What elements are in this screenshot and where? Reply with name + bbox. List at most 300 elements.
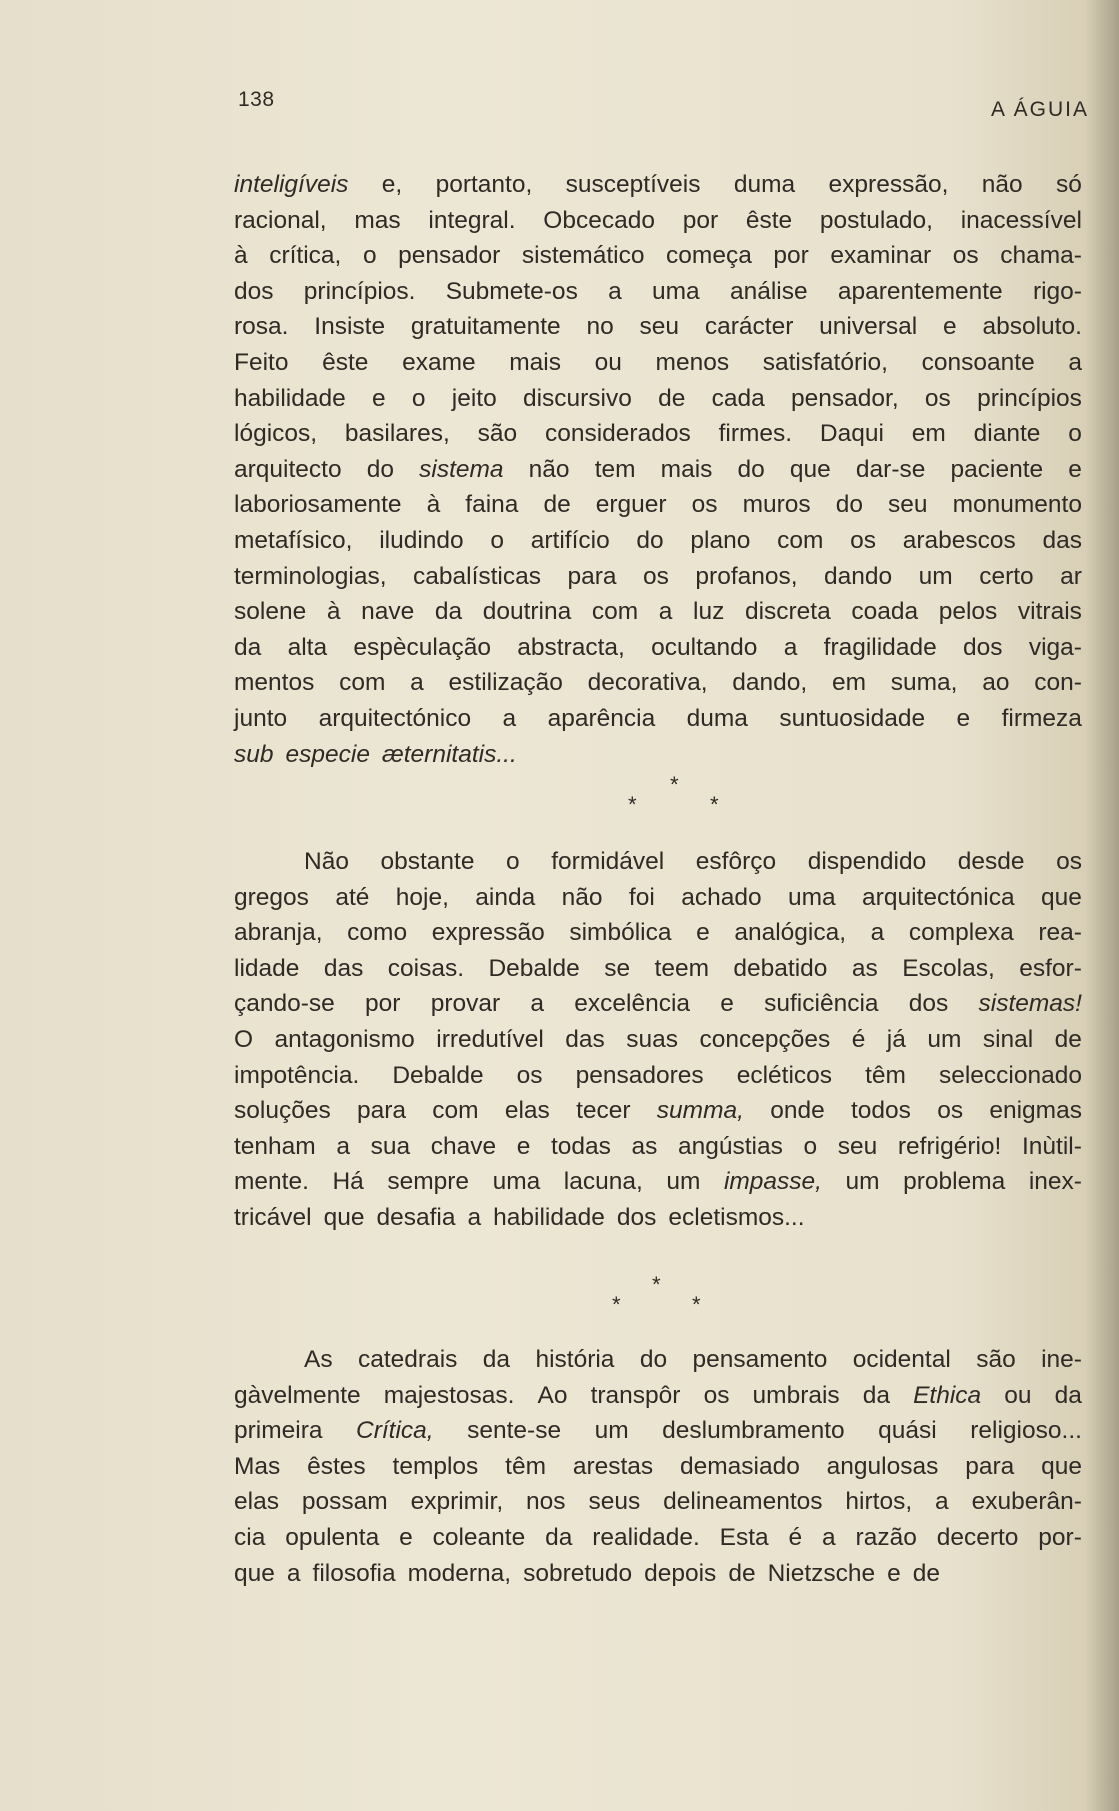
word: êste [322,348,369,376]
word: impasse, [723,1168,822,1196]
page-number: 138 [238,88,275,111]
word: exame [402,348,476,376]
word: cia [234,1523,266,1551]
word: discreta [744,598,831,626]
word: têm [865,1061,906,1089]
word: Obcecado [543,206,655,234]
word: sistemas! [978,990,1082,1018]
text-line [234,1129,1082,1165]
word: rosa. [234,313,289,341]
word: à [326,598,341,626]
word: que [234,1559,275,1587]
word: e [720,990,734,1018]
word: mais [660,455,713,483]
word: æternitatis... [381,740,517,768]
word: Daqui [819,420,884,448]
word: iludindo [379,526,464,554]
word: pensadores [575,1061,704,1089]
word: dar-se [855,455,926,483]
word: obstante [380,848,475,875]
word: soluções [234,1097,331,1125]
word: de [728,1559,756,1587]
word: por- [1038,1523,1082,1551]
word: basilares, [344,420,450,448]
word: das [1042,526,1082,554]
text-line [234,523,1082,559]
word: para [567,562,617,590]
text-line [234,701,1082,737]
word: dando [824,562,893,590]
word: são [976,1346,1016,1373]
word: umbrais [752,1381,840,1409]
word: seu [888,491,928,519]
word: Esta [719,1523,769,1551]
word: seu [639,313,680,341]
word: habilidade [493,1203,605,1231]
word: decerto [936,1523,1019,1551]
text-line [234,274,1082,310]
word: arabescos [902,526,1016,554]
word: discursivo [522,384,632,412]
word: no [586,313,614,341]
text-line [234,1413,1082,1449]
word: tecer [576,1097,631,1125]
text-line [234,880,1082,916]
word: analógica, [734,919,847,947]
word: Crítica, [356,1417,434,1445]
word: dos [234,277,274,305]
running-title: A ÁGUIA [990,98,1089,121]
word: ar [1060,562,1082,590]
word: com [591,598,639,626]
text-line [234,1022,1082,1058]
word: Não [304,848,349,875]
word: Ethica [913,1381,982,1409]
word: absoluto. [982,313,1082,341]
word: fragilidade [823,633,937,661]
word: desafia [376,1203,456,1231]
word: de [912,1559,941,1587]
word: êste [745,206,793,234]
word: êstes [307,1452,366,1480]
word: sistema [419,455,504,483]
word: arquitectónica [862,883,1015,911]
word: tem [594,455,636,483]
word: esfor- [1019,954,1082,982]
divider-star: * [628,792,637,817]
word: suma, [890,669,958,697]
text-line [234,1342,1082,1378]
word: elas [234,1488,279,1516]
word: luz [693,598,725,626]
word: desde [957,848,1025,875]
text-line [234,381,1082,417]
word: uma [787,883,836,911]
word: começa [666,242,752,270]
word: depois [644,1559,717,1587]
word: uma [492,1168,541,1196]
word: seus [588,1488,641,1516]
word: a [336,1132,350,1160]
word: que [323,1203,365,1231]
word: transpôr [590,1381,681,1409]
word: primeira [234,1417,323,1445]
word: expressão, [828,171,949,198]
text-line [234,345,1082,381]
word: diante [973,420,1041,448]
divider-star: * [692,1292,701,1317]
word: para [965,1452,1015,1480]
word: tricável [234,1203,312,1231]
word: o [490,526,505,554]
word: de [658,384,686,412]
word: por [682,206,719,234]
word: nave [361,598,415,626]
word: hoje, [395,883,449,911]
word: debatido [733,954,828,982]
word: suntuosidade [779,704,926,732]
text-line [234,630,1082,666]
word: angústias [678,1132,783,1160]
word: e [956,704,971,732]
word: teem [654,954,709,982]
word: espèculação [353,633,491,661]
word: Ao [537,1381,568,1409]
word: irredutível [436,1025,544,1053]
word: dos [963,633,1003,661]
word: gregos [234,883,309,911]
word: universal [819,313,918,341]
word: só [1056,171,1082,198]
word: ecletismos... [668,1203,805,1231]
word: das [323,954,364,982]
word: Insiste [314,313,386,341]
word: especie [285,740,370,768]
word: realidade. [592,1523,700,1551]
word: jeito [451,384,497,412]
paragraph-2 [234,844,1082,1236]
word: têm [505,1452,546,1480]
word: firmes. [718,420,793,448]
word: examinar [830,242,932,270]
text-line [234,665,1082,701]
word: expressão [431,919,545,947]
divider-star: * [612,1292,621,1317]
word: Escolas, [902,954,995,982]
word: sobretudo [523,1559,633,1587]
word: a [935,1488,949,1516]
paragraph-1 [234,167,1082,772]
word: habilidade [234,384,346,412]
text-line [234,1484,1082,1520]
word: moderna, [407,1559,512,1587]
word: carácter [704,313,794,341]
divider-star: * [652,1272,661,1297]
word: lacuna, [563,1168,643,1196]
word: viga- [1028,633,1082,661]
word: inacessível [960,206,1082,234]
word: os [1056,848,1082,875]
word: princípios. [303,277,416,305]
word: os [643,562,669,590]
word: arquitectónico [318,704,472,732]
word: duma [733,171,796,198]
word: integral. [428,206,516,234]
text-line [234,1520,1082,1556]
text-line [234,309,1082,345]
word: susceptíveis [565,171,701,198]
word: todas [550,1132,611,1160]
word: princípios [977,384,1082,412]
word: sempre [387,1168,470,1196]
word: vitrais [1017,598,1082,626]
word: um [927,1025,962,1053]
word: por [773,242,809,270]
word: majestosas. [383,1381,515,1409]
word: refrigério! [897,1132,1002,1160]
word: ocidental [852,1346,951,1373]
word: chave [430,1132,497,1160]
word: seu [837,1132,878,1160]
word: todos [850,1097,911,1125]
word: dispendido [807,848,927,875]
word: abstracta, [517,633,625,661]
word: sente-se [467,1417,562,1445]
word: é [851,1025,866,1053]
word: da [234,633,262,661]
word: com [432,1097,479,1125]
text-line [234,559,1082,595]
word: inex- [1028,1168,1082,1196]
section-divider [0,772,1119,817]
word: e [696,919,710,947]
word: da [482,1346,511,1373]
word: o [506,848,520,875]
word: os [703,1381,730,1409]
word: que [1041,1452,1082,1480]
paragraph-3 [234,1342,1082,1591]
word: pensador [398,242,501,270]
word: um [845,1168,880,1196]
word: os [924,384,951,412]
text-line [234,951,1082,987]
word: a [783,633,798,661]
text-line [234,1200,1082,1236]
word: para [356,1097,407,1125]
word: nos [526,1488,566,1516]
word: e [399,1523,413,1551]
word: monumento [952,491,1082,519]
word: deslumbramento [662,1417,845,1445]
word: Debalde [392,1061,484,1089]
word: lógicos, [234,420,318,448]
word: é [788,1523,803,1551]
word: estilização [448,669,563,697]
word: religioso... [970,1417,1082,1445]
word: menos [655,348,730,376]
word: duma [686,704,748,732]
word: arquitecto [234,455,342,483]
word: achado [681,883,762,911]
word: junto [234,704,288,732]
word: à [426,491,441,519]
word: e [1068,455,1082,483]
word: elas [504,1097,550,1125]
word: sistemático [521,242,645,270]
word: os [937,1097,964,1125]
word: dando, [732,669,808,697]
word: mentos [234,669,315,697]
word: das [565,1025,605,1053]
page-header [238,88,1089,128]
word: postulado, [819,206,933,234]
word: de [1054,1025,1082,1053]
word: o [362,242,377,270]
word: a [530,990,545,1018]
word: que [1040,883,1082,911]
word: opulenta [285,1523,380,1551]
word: inteligíveis [234,171,349,198]
word: crítica, [269,242,342,270]
word: exuberân- [971,1488,1082,1516]
word: Há [332,1168,364,1196]
word: cada [711,384,765,412]
word: até [335,883,370,911]
word: concepções [699,1025,831,1053]
divider-star: * [670,772,679,797]
word: o [411,384,426,412]
word: que [789,455,831,483]
section-divider [0,1272,1119,1317]
word: certo [979,562,1034,590]
word: coada [851,598,919,626]
word: simbólica [569,919,672,947]
text-line [234,167,1082,203]
text-line [234,737,1082,773]
word: lidade [234,954,300,982]
word: tenham [234,1132,316,1160]
word: Feito [234,348,289,376]
word: esfôrço [695,848,777,875]
word: e [516,1132,531,1160]
word: razão [855,1523,917,1551]
word: mais [509,348,561,376]
word: artifício [530,526,610,554]
word: a [286,1559,301,1587]
word: da [1054,1381,1082,1409]
word: rea- [1038,919,1082,947]
word: terminologias, [234,562,387,590]
word: plano [690,526,751,554]
word: coleante [432,1523,526,1551]
word: da [545,1523,573,1551]
word: onde [770,1097,825,1125]
text-line [234,844,1082,880]
word: complexa [908,919,1014,947]
word: filosofia [312,1559,396,1587]
word: consoante [921,348,1035,376]
word: e, [381,171,403,198]
word: uma [652,277,700,305]
word: firmeza [1001,704,1082,732]
word: como [347,919,408,947]
word: ecléticos [736,1061,833,1089]
word: metafísico, [234,526,353,554]
word: as [631,1132,658,1160]
word: foi [628,883,655,911]
text-line [234,1556,1082,1592]
word: excelência [574,990,691,1018]
word: do [639,1346,668,1373]
word: não [528,455,570,483]
text-line [234,487,1082,523]
text-line [234,986,1082,1022]
word: mas [354,206,401,234]
word: em [831,669,867,697]
word: a [1068,348,1082,376]
word: da [434,598,463,626]
word: aparentemente [837,277,1003,305]
word: portanto, [435,171,533,198]
text-line [234,1378,1082,1414]
word: a [410,669,424,697]
word: de [543,491,571,519]
word: provar [430,990,501,1018]
word: pelos [938,598,998,626]
word: dos [616,1203,657,1231]
word: as [851,954,878,982]
word: muros [742,491,811,519]
word: considerados [544,420,691,448]
word: o [1068,420,1082,448]
word: ou [594,348,622,376]
word: As [304,1346,333,1373]
word: a [502,704,517,732]
word: quási [878,1417,937,1445]
word: a [822,1523,836,1551]
word: um [918,562,953,590]
word: já [886,1025,906,1053]
text-line [234,452,1082,488]
word: laboriosamente [234,491,402,519]
word: história [535,1346,615,1373]
word: antagonismo [274,1025,415,1053]
word: rigo- [1032,277,1082,305]
word: com [777,526,824,554]
text-line [234,594,1082,630]
word: faina [465,491,519,519]
word: não [981,171,1023,198]
text-line [234,1058,1082,1094]
word: se [604,954,631,982]
word: solene [234,598,307,626]
word: a [608,277,622,305]
word: enigmas [989,1097,1082,1125]
word: Debalde [488,954,580,982]
word: templos [392,1452,479,1480]
word: do [835,491,863,519]
word: ou [1004,1381,1032,1409]
word: delineamentos [663,1488,823,1516]
text-line [234,238,1082,274]
word: dos [908,990,949,1018]
word: chama- [1000,242,1082,270]
word: mente. [234,1168,309,1196]
word: são [477,420,518,448]
word: impotência. [234,1061,360,1089]
word: doutrina [482,598,572,626]
text-line [234,915,1082,951]
